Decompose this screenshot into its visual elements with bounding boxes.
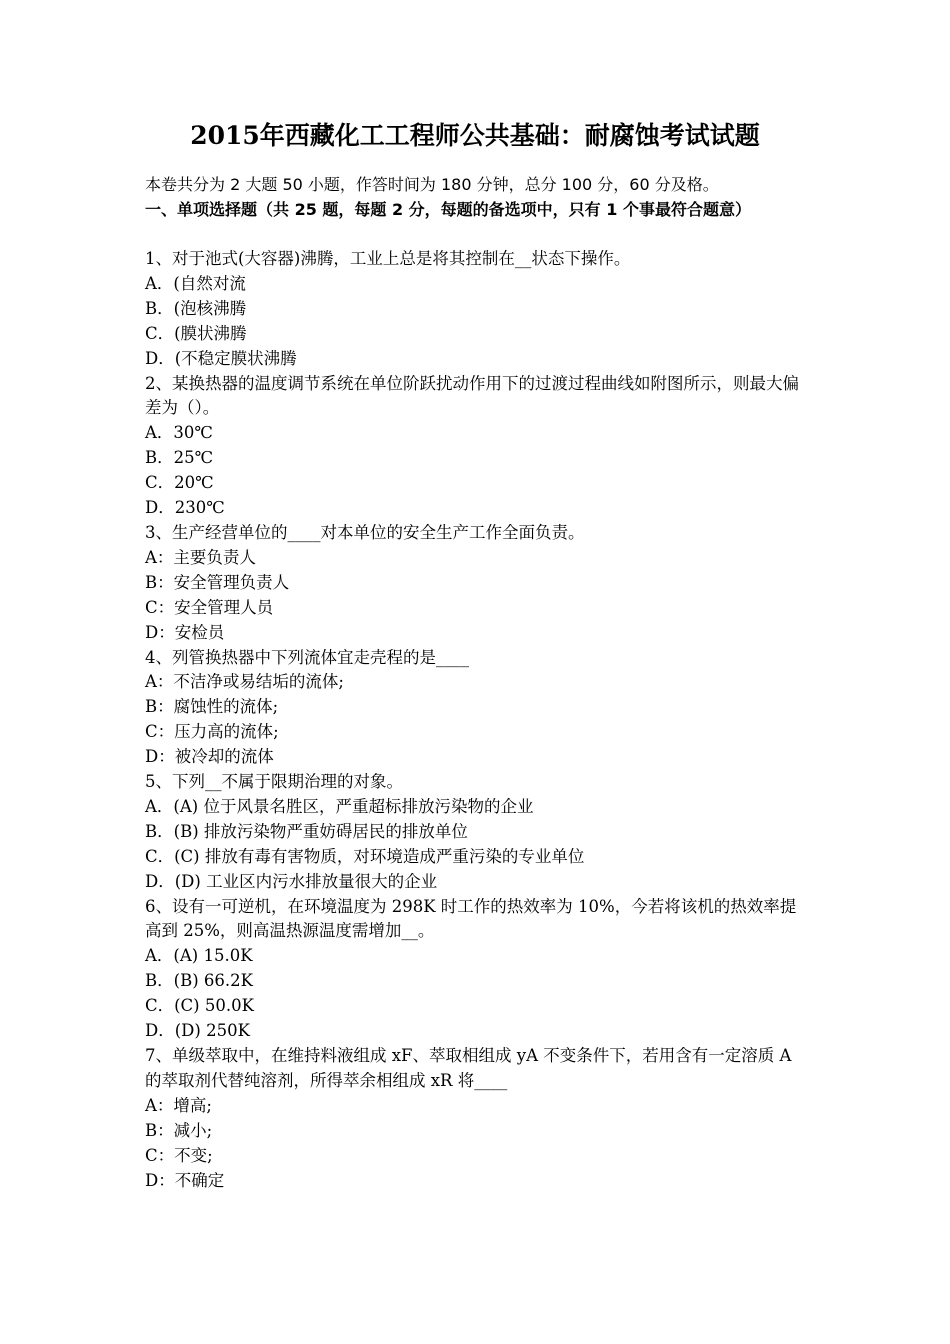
document-title: 2015年西藏化工工程师公共基础：耐腐蚀考试试题 xyxy=(190,121,760,150)
option-a: A：不洁净或易结垢的流体; xyxy=(145,672,344,692)
question-stem: 4、列管换热器中下列流体宜走壳程的是____ xyxy=(145,647,469,667)
option-b: B．(泡核沸腾 xyxy=(145,298,247,318)
exam-intro: 本卷共分为 2 大题 50 小题，作答时间为 180 分钟，总分 100 分，60 分及格。 xyxy=(145,175,719,194)
option-c: C．20℃ xyxy=(145,473,214,493)
option-c: C．(C) 排放有毒有害物质，对环境造成严重污染的专业单位 xyxy=(145,846,585,866)
option-b: B．25℃ xyxy=(145,448,214,468)
option-c: C：安全管理人员 xyxy=(145,597,274,617)
option-b: B．(B) 66.2K xyxy=(145,971,253,991)
question-5 xyxy=(145,770,810,895)
option-d: D：安检员 xyxy=(145,622,225,642)
option-d: D：不确定 xyxy=(145,1170,225,1190)
option-d: D．(不稳定膜状沸腾 xyxy=(145,348,297,368)
option-d: D．230℃ xyxy=(145,498,225,518)
option-b: B：腐蚀性的流体; xyxy=(145,697,279,717)
option-d: D：被冷却的流体 xyxy=(145,747,274,767)
option-d: D．(D) 250K xyxy=(145,1021,250,1041)
question-2 xyxy=(145,372,810,521)
option-a: A．(A) 位于风景名胜区，严重超标排放污染物的企业 xyxy=(145,796,534,816)
option-a: A：主要负责人 xyxy=(145,547,256,567)
question-stem: 7、单级萃取中，在维持料液组成 xF、萃取相组成 yA 不变条件下，若用含有一定溶质 A 的萃取剂代替纯溶剂，所得萃余相组成 xR 将____ xyxy=(145,1046,792,1090)
question-7 xyxy=(145,1044,810,1193)
question-stem: 3、生产经营单位的____对本单位的安全生产工作全面负责。 xyxy=(145,522,585,542)
option-a: A．30℃ xyxy=(145,423,213,443)
option-a: A．(自然对流 xyxy=(145,273,246,293)
question-stem: 5、下列__不属于限期治理的对象。 xyxy=(145,772,403,792)
option-b: B：减小; xyxy=(145,1120,213,1140)
section-heading: 一、单项选择题（共 25 题，每题 2 分，每题的备选项中，只有 1 个事最符合题意） xyxy=(145,200,751,219)
option-d: D．(D) 工业区内污水排放量很大的企业 xyxy=(145,871,438,891)
question-stem: 1、对于池式(大容器)沸腾，工业上总是将其控制在__状态下操作。 xyxy=(145,249,631,268)
question-3 xyxy=(145,521,810,646)
option-c: C．(C) 50.0K xyxy=(145,996,254,1016)
option-b: B：安全管理负责人 xyxy=(145,572,290,592)
question-1 xyxy=(145,247,810,372)
question-6 xyxy=(145,895,810,1044)
option-b: B．(B) 排放污染物严重妨碍居民的排放单位 xyxy=(145,821,468,841)
option-a: A：增高; xyxy=(145,1095,212,1115)
option-a: A．(A) 15.0K xyxy=(145,946,253,966)
question-list xyxy=(145,247,810,1193)
option-c: C．(膜状沸腾 xyxy=(145,323,247,343)
question-stem: 6、设有一可逆机，在环境温度为 298K 时工作的热效率为 10%，今若将该机的热效率提高到 25%，则高温热源温度需增加__。 xyxy=(145,896,797,941)
option-c: C：不变; xyxy=(145,1145,213,1165)
option-c: C：压力高的流体; xyxy=(145,722,279,742)
question-4 xyxy=(145,646,810,771)
question-stem: 2、某换热器的温度调节系统在单位阶跃扰动作用下的过渡过程曲线如附图所示，则最大偏差为（）。 xyxy=(145,373,799,418)
